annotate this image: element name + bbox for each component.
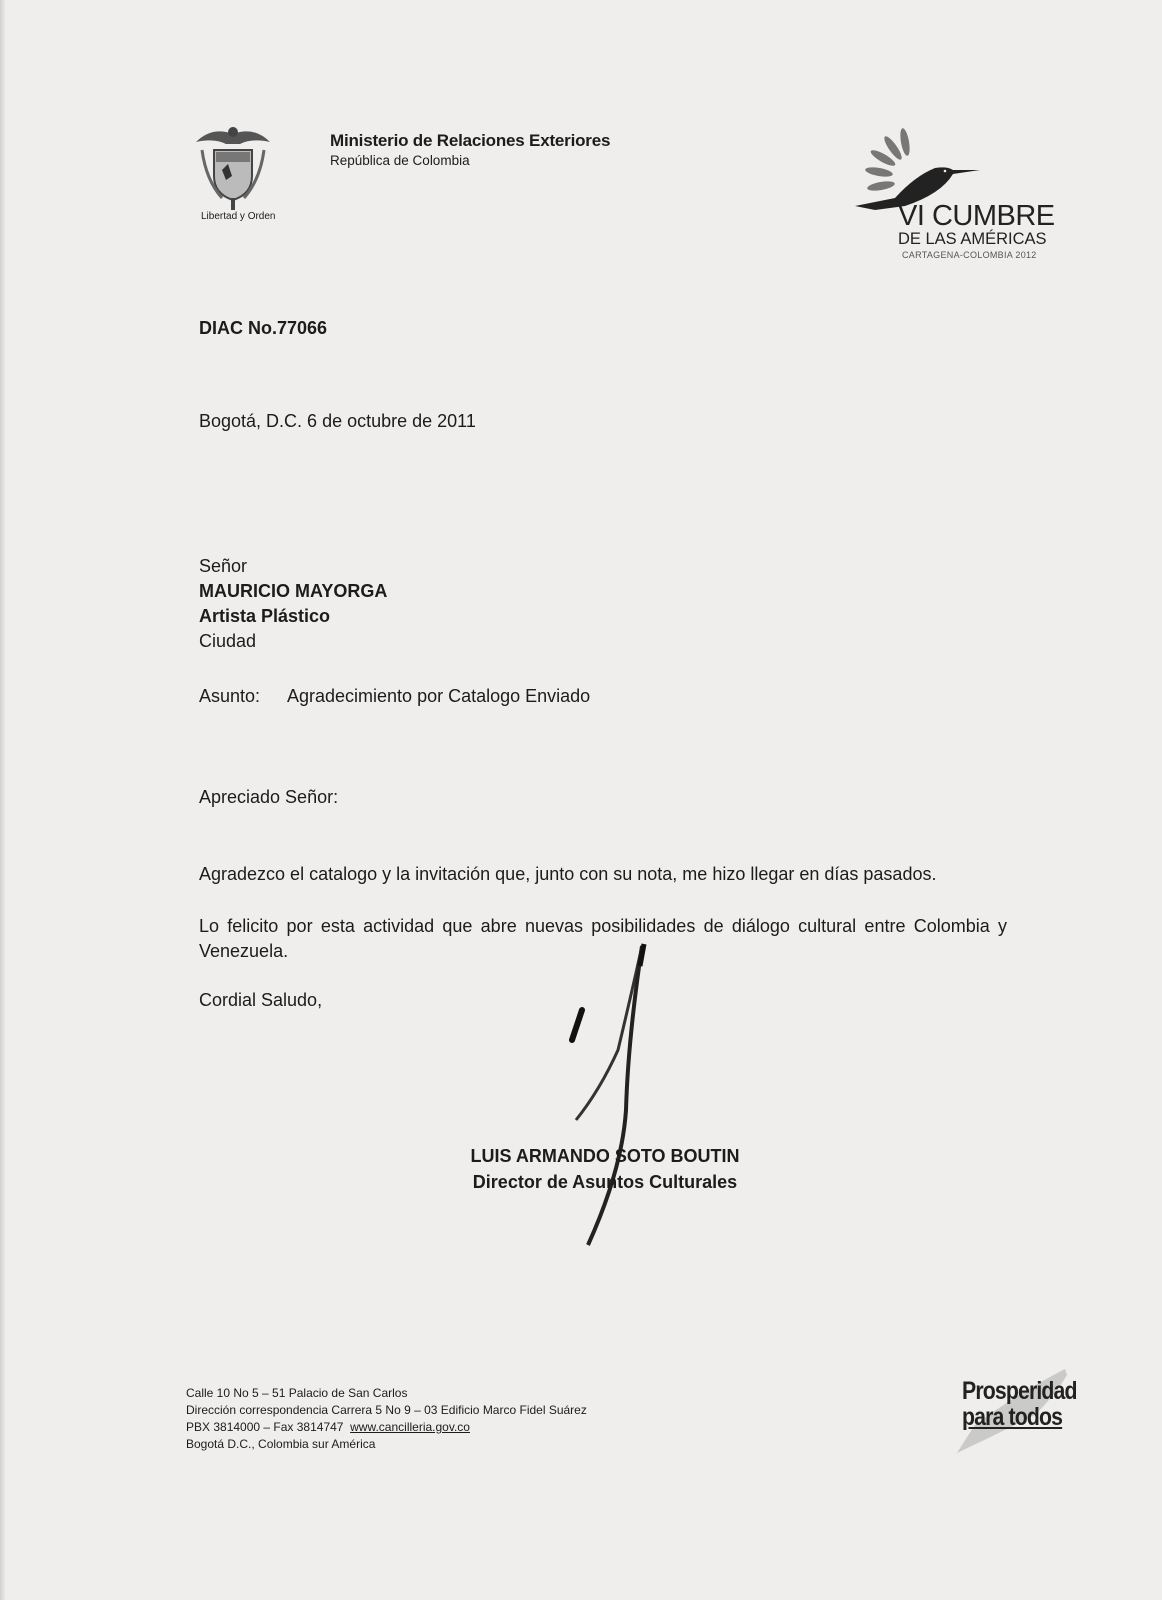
footer-address-block bbox=[186, 1385, 587, 1453]
greeting: Apreciado Señor: bbox=[199, 787, 339, 807]
summit-logo-location: CARTAGENA-COLOMBIA 2012 bbox=[902, 250, 1037, 260]
recipient-salutation: Señor bbox=[199, 556, 248, 576]
footer-contact bbox=[186, 1419, 587, 1436]
coat-of-arms-motto: Libertad y Orden bbox=[201, 211, 276, 222]
subject-text: Agradecimiento por Catalogo Enviado bbox=[287, 686, 591, 706]
summit-logo-title: VI CUMBRE bbox=[898, 200, 1055, 232]
website-link[interactable]: www.cancilleria.gov.co bbox=[350, 1420, 470, 1434]
handwritten-signature-icon bbox=[560, 940, 660, 1250]
paragraph: Agradezco el catalogo y la invitación que, junto con su nota, me hizo llegar en días pasados. bbox=[199, 864, 937, 884]
recipient-name: MAURICIO MAYORGA bbox=[199, 581, 388, 601]
footer-city: Bogotá D.C., Colombia sur América bbox=[186, 1437, 376, 1451]
country-name: República de Colombia bbox=[330, 153, 470, 168]
slogan-line-1: Prosperidad bbox=[962, 1377, 1077, 1405]
subject-label: Asunto: bbox=[199, 686, 261, 706]
scan-edge bbox=[0, 0, 6, 1600]
signer-name: LUIS ARMANDO SOTO BOUTIN bbox=[470, 1146, 740, 1166]
closing: Cordial Saludo, bbox=[199, 990, 323, 1010]
signer-block bbox=[465, 1143, 745, 1195]
reference-number: DIAC No.77066 bbox=[199, 318, 328, 338]
signer-title: Director de Asuntos Culturales bbox=[472, 1172, 738, 1192]
paragraph: Lo felicito por esta actividad que abre nuevas posibilidades de diálogo cultural entre Colombia y Venezuela. bbox=[199, 916, 1007, 961]
summit-logo-subtitle: DE LAS AMÉRICAS bbox=[898, 230, 1047, 248]
slogan-line-2: para todos bbox=[962, 1403, 1063, 1431]
letter-date: Bogotá, D.C. 6 de octubre de 2011 bbox=[199, 411, 476, 431]
ministry-name: Ministerio de Relaciones Exteriores bbox=[330, 131, 611, 150]
footer-address: Calle 10 No 5 – 51 Palacio de San Carlos bbox=[186, 1386, 408, 1400]
recipient-title: Artista Plástico bbox=[199, 606, 331, 626]
footer-correspondence: Dirección correspondencia Carrera 5 No 9 – 03 Edificio Marco Fidel Suárez bbox=[186, 1403, 587, 1417]
slogan-logo bbox=[962, 1378, 1077, 1430]
footer-phone: PBX 3814000 – Fax 3814747 bbox=[186, 1420, 344, 1434]
recipient-city: Ciudad bbox=[199, 631, 257, 651]
coat-of-arms-icon bbox=[192, 120, 274, 212]
